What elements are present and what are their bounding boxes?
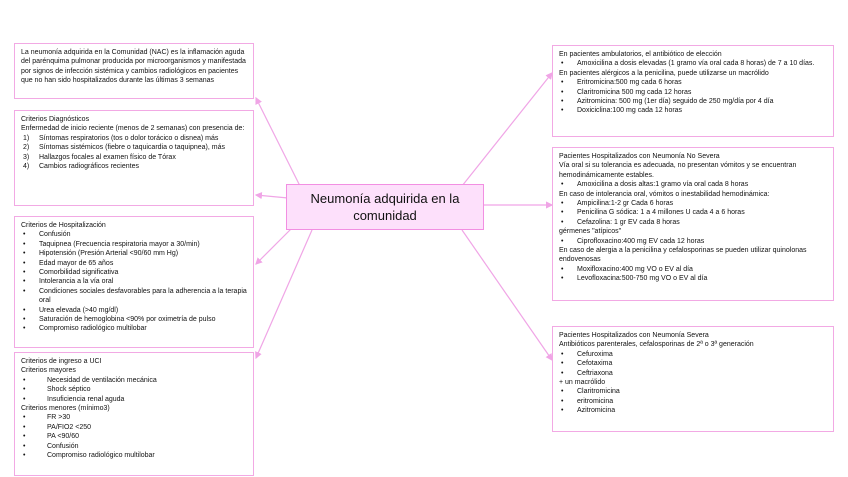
list-item: • Ceftriaxona: [559, 369, 827, 378]
outpatient-first-list: [559, 59, 827, 68]
list-item: • Claritromicina 500 mg cada 12 horas: [559, 88, 827, 97]
list-item: • Penicilina G sódica: 1 a 4 millones U cada 4 a 6 horas: [559, 208, 827, 217]
central-topic: [286, 184, 484, 230]
list-item: • Shock séptico: [21, 385, 247, 394]
list-item: • Levofloxacina:500-750 mg VO o EV al día: [559, 274, 827, 283]
list-item: • Edad mayor de 65 años: [21, 259, 247, 268]
list-item: 2) Síntomas sistémicos (fiebre o taquicardia o taquipnea), más: [23, 144, 225, 152]
diagnostic-intro: Enfermedad de inicio reciente (menos de 2 semanas) con presencia de:: [21, 125, 245, 133]
uci-minor-title: Criterios menores (mínimo3): [21, 405, 110, 413]
outpatient-list: [559, 78, 827, 116]
uci-criteria-box: [14, 352, 254, 476]
uci-minor-list: [21, 413, 247, 460]
connector-outpatient: [462, 73, 552, 186]
diagnostic-list: [21, 134, 247, 172]
list-item: • PA/FIO2 <250: [21, 423, 247, 432]
list-item: • Hipotensión (Presión Arterial <90/60 mm Hg): [21, 249, 247, 258]
non-severe-intolerance: En caso de intolerancia oral, vómitos o inestabilidad hemodinámica:: [559, 190, 770, 198]
list-item: • Comorbilidad significativa: [21, 268, 247, 277]
non-severe-allergy: En caso de alergia a la penicilina y cefalosporinas se pueden utilizar quinolonas endovenosas: [559, 247, 807, 264]
list-item: • PA <90/60: [21, 432, 247, 441]
list-item: 3) Hallazgos focales al examen físico de Tórax: [23, 153, 176, 161]
list-item: • Urea elevada (>40 mg/dl): [21, 306, 247, 315]
severe-plus: + un macrólido: [559, 379, 606, 387]
outpatient-box: [552, 45, 834, 137]
list-item: • Doxiciclina:100 mg cada 12 horas: [559, 106, 827, 115]
severe-cephalosporin-list: [559, 350, 827, 378]
list-item: • Amoxicilina a dosis altas:1 gramo vía oral cada 8 horas: [559, 180, 827, 189]
list-item: • FR >30: [21, 413, 247, 422]
connector-uci: [256, 230, 312, 358]
connector-definition: [256, 98, 300, 186]
definition-box: [14, 43, 254, 99]
list-item: • Cefuroxima: [559, 350, 827, 359]
severe-box: [552, 326, 834, 432]
list-item: • Saturación de hemoglobina <90% por oximetría de pulso: [21, 315, 247, 324]
list-item: • Azitromicina: 500 mg (1er día) seguido de 250 mg/día por 4 día: [559, 97, 827, 106]
list-item: • Moxifloxacino:400 mg VO o EV al día: [559, 265, 827, 274]
list-item: • Condiciones sociales desfavorables para la adherencia a la terapia oral: [21, 287, 247, 306]
list-item: 4) Cambios radiográficos recientes: [23, 163, 139, 171]
connector-severe: [462, 230, 552, 360]
list-item: • Cefotaxima: [559, 359, 827, 368]
hospitalization-criteria-box: [14, 216, 254, 348]
central-title: Neumonía adquirida en la comunidad: [310, 191, 460, 223]
non-severe-oral-list: [559, 180, 827, 189]
non-severe-iv-list: [559, 199, 827, 227]
list-item: • Compromiso radiológico multilobar: [21, 451, 247, 460]
severe-intro: Antibióticos parenterales, cefalosporinas de 2ª o 3ª generación: [559, 341, 754, 349]
connector-hospitalization: [256, 228, 292, 264]
non-severe-quinolone-list: [559, 265, 827, 284]
list-item: • Insuficiencia renal aguda: [21, 395, 247, 404]
list-item: • eritromicina: [559, 397, 827, 406]
list-item: • Compromiso radiológico multilobar: [21, 324, 247, 333]
hospitalization-list: [21, 230, 247, 333]
uci-major-list: [21, 376, 247, 404]
uci-title: Criterios de ingreso a UCI: [21, 358, 102, 365]
severe-macrolide-list: [559, 387, 827, 415]
non-severe-title: Pacientes Hospitalizados con Neumonía No Severa: [559, 153, 720, 160]
list-item: • Confusión: [21, 230, 247, 239]
diagnostic-criteria-box: [14, 110, 254, 206]
list-item: 1) Síntomas respiratorios (tos o dolor torácico o disnea) más: [23, 134, 219, 142]
definition-text: La neumonía adquirida en la Comunidad (NAC) es la inflamación aguda del parénquima pulmonar producida por microorganismos y manifestada por signos de infección sistémica y cambios radiológicos en pacientes que no han sido hospitalizados durante las últimas 3 semanas: [21, 49, 246, 85]
list-item: • Taquipnea (Frecuencia respiratoria mayor a 30/min): [21, 240, 247, 249]
connector-diagnostic: [256, 195, 288, 198]
list-item: • Azitromicina: [559, 406, 827, 415]
non-severe-box: [552, 147, 834, 301]
list-item: • Claritromicina: [559, 387, 827, 396]
list-item: • Confusión: [21, 442, 247, 451]
diagnostic-title: Criterios Diagnósticos: [21, 116, 90, 123]
list-item: • Intolerancia a la vía oral: [21, 277, 247, 286]
list-item: • Necesidad de ventilación mecánica: [21, 376, 247, 385]
non-severe-intro: Vía oral si su tolerancia es adecuada, no presentan vómitos y se encuentran hemodinámicamente estables.: [559, 162, 797, 179]
uci-major-title: Criterios mayores: [21, 367, 76, 375]
severe-title: Pacientes Hospitalizados con Neumonía Severa: [559, 332, 709, 339]
list-item: • Eritromicina:500 mg cada 6 horas: [559, 78, 827, 87]
outpatient-title: En pacientes ambulatorios, el antibiótico de elección: [559, 51, 722, 58]
list-item: • Cefazolina: 1 gr EV cada 8 horas: [559, 218, 827, 227]
non-severe-atypical: gérmenes "atípicos": [559, 228, 622, 236]
hospitalization-title: Criterios de Hospitalización: [21, 222, 106, 229]
list-item: • Ampicilina:1-2 gr Cada 6 horas: [559, 199, 827, 208]
non-severe-atypical-list: [559, 237, 827, 246]
outpatient-allergy: En pacientes alérgicos a la penicilina, puede utilizarse un macrólido: [559, 69, 769, 77]
list-item: • Ciprofloxacino:400 mg EV cada 12 horas: [559, 237, 827, 246]
list-item: • Amoxicilina a dosis elevadas (1 gramo vía oral cada 8 horas) de 7 a 10 días.: [559, 59, 827, 68]
